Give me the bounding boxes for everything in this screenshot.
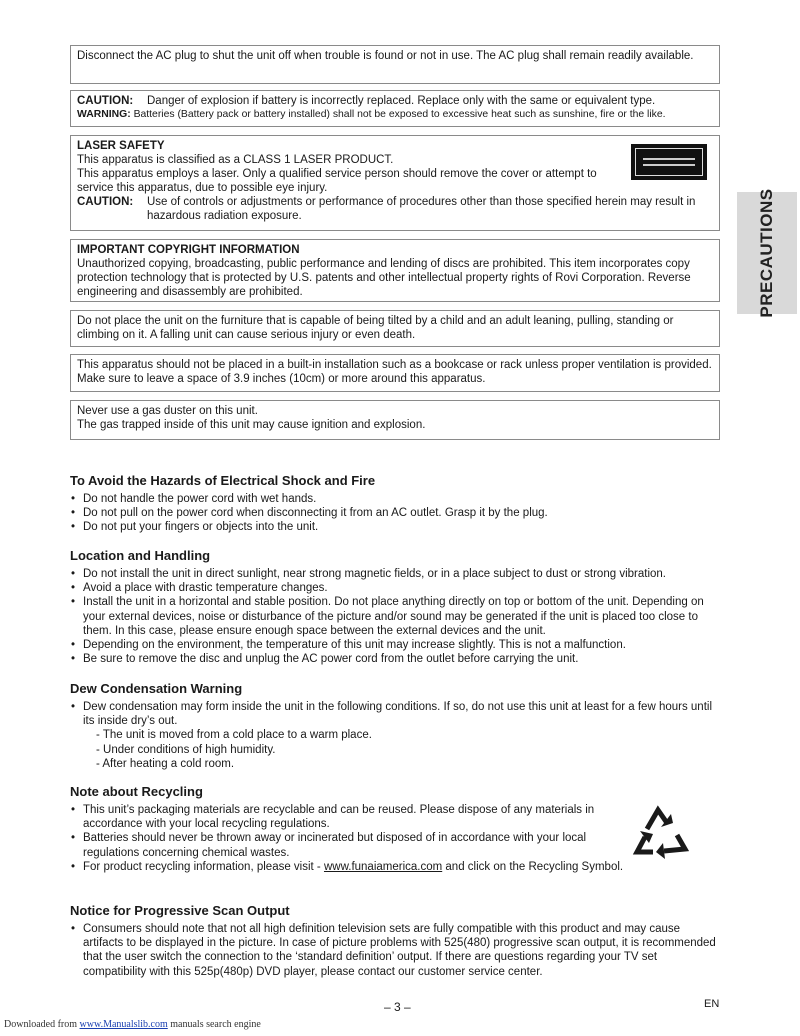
page-number: – 3 – xyxy=(384,1000,411,1014)
caution-label: CAUTION: xyxy=(77,95,134,107)
recycling-symbol-icon xyxy=(627,799,693,863)
list-item xyxy=(70,700,720,771)
class-1-laser-label-image xyxy=(631,144,707,180)
section-tab-label: PRECAUTIONS xyxy=(757,188,776,318)
list-item: • Do not install the unit in direct sunlight, near strong magnetic fields, or in a place subject to dust or strong vibration. xyxy=(70,567,720,581)
gas-line-1: Never use a gas duster on this unit. xyxy=(77,405,258,417)
copyright-text: Unauthorized copying, broadcasting, public performance and lending of discs are prohibited. This item incorporates copy protection technology that is protected by U.S. patents and other intellectual property rights of Rovi Corporation. Reverse engineering and disassembly are prohibited. xyxy=(77,258,691,298)
ac-plug-notice xyxy=(70,45,720,84)
ventilation-text: This apparatus should not be placed in a built-in installation such as a bookcase or rack unless proper ventilation is provided. Make sure to leave a space of 3.9 inches (10cm) or more around this apparatus. xyxy=(77,359,712,385)
section-heading: Note about Recycling xyxy=(70,784,203,799)
ac-plug-text: Disconnect the AC plug to shut the unit off when trouble is found or not in use. The AC plug shall remain readily available. xyxy=(77,50,694,62)
recycling-section xyxy=(70,784,720,874)
list-item: • Do not pull on the power cord when disconnecting it from an AC outlet. Grasp it by the plug. xyxy=(70,506,720,520)
location-handling-section xyxy=(70,548,720,666)
sub-item: - After heating a cold room. xyxy=(96,757,235,770)
list-item: • Consumers should note that not all high definition television sets are fully compatible with this product and may cause artifacts to be displayed in the picture. In case of picture problems with 525(480) progressive scan output, it is recommended that the user switch the connection to the ‘standard definition’ output. If there are questions regarding your TV set compatibility with this 525p(480p) DVD player, please contact our customer service center. xyxy=(70,922,720,979)
list-item: • Batteries should never be thrown away or incinerated but disposed of in accordance with your local regulations concerning chemical wastes. xyxy=(70,831,628,859)
footer-prefix: Downloaded from xyxy=(4,1019,80,1030)
dew-condensation-section xyxy=(70,681,720,771)
battery-caution xyxy=(77,94,713,108)
bullet-list xyxy=(70,567,720,666)
battery-warning xyxy=(77,108,713,122)
list-item: • Do not handle the power cord with wet hands. xyxy=(70,492,720,506)
list-item: • Install the unit in a horizontal and stable position. Do not place anything directly on top or bottom of the unit. Depending on your external devices, noise or disturbance of the picture and/or sound may be generated if the unit is placed too close to them. In this case, please ensure enough space between the external devices and the unit. xyxy=(70,595,720,638)
gas-duster-warning xyxy=(70,400,720,440)
list-item-text: Dew condensation may form inside the unit in the following conditions. If so, do not use this unit at least for a few hours until its inside dry’s out. xyxy=(83,701,713,728)
bullet-list xyxy=(70,492,720,535)
caution-label: CAUTION: xyxy=(77,196,134,208)
gas-line-2: The gas trapped inside of this unit may cause ignition and explosion. xyxy=(77,419,426,431)
funai-website-link[interactable]: www.funaiamerica.com xyxy=(323,860,443,873)
list-item: • This unit’s packaging materials are recyclable and can be reused. Please dispose of any materials in accordance with your local recycling regulations. xyxy=(70,803,628,831)
laser-service-line: This apparatus employs a laser. Only a qualified service person should remove the cover or attempt to service this apparatus, due to possible eye injury. xyxy=(77,168,597,194)
tilt-warning xyxy=(70,310,720,347)
sub-item: - Under conditions of high humidity. xyxy=(96,743,276,756)
laser-safety-notice xyxy=(70,135,720,231)
section-tab xyxy=(737,188,797,318)
section-heading: Notice for Progressive Scan Output xyxy=(70,903,290,918)
download-footer xyxy=(4,1019,261,1030)
progressive-scan-section xyxy=(70,903,720,979)
ventilation-notice xyxy=(70,354,720,392)
list-item-text: and click on the Recycling Symbol. xyxy=(442,860,624,873)
manualslib-link[interactable]: www.Manualslib.com xyxy=(79,1019,168,1030)
list-item: • Be sure to remove the disc and unplug the AC power cord from the outlet before carrying the unit. xyxy=(70,652,720,666)
laser-title: LASER SAFETY xyxy=(77,140,165,152)
section-heading: To Avoid the Hazards of Electrical Shock and Fire xyxy=(70,473,376,488)
bullet-list xyxy=(70,803,720,874)
list-item xyxy=(70,860,628,874)
warning-label: WARNING: xyxy=(77,109,131,120)
copyright-title: IMPORTANT COPYRIGHT INFORMATION xyxy=(77,244,300,256)
section-heading: Location and Handling xyxy=(70,548,211,563)
list-item-text: For product recycling information, please visit - xyxy=(83,860,324,873)
bullet-list xyxy=(70,700,720,771)
warning-text: Batteries (Battery pack or battery installed) shall not be exposed to excessive heat such as sunshine, fire or the like. xyxy=(133,109,666,120)
sub-item: - The unit is moved from a cold place to a warm place. xyxy=(96,729,372,742)
caution-text: Use of controls or adjustments or performance of procedures other than those specified herein may result in hazardous radiation exposure. xyxy=(147,196,696,222)
list-item: • Do not put your fingers or objects into the unit. xyxy=(70,520,720,534)
electrical-shock-section xyxy=(70,473,720,535)
bullet-list xyxy=(70,922,720,979)
tilt-text: Do not place the unit on the furniture that is capable of being tilted by a child and an adult leaning, pulling, standing or climbing on it. A falling unit can cause serious injury or even death. xyxy=(77,315,674,341)
caution-text: Danger of explosion if battery is incorrectly replaced. Replace only with the same or equivalent type. xyxy=(147,95,656,107)
battery-notice xyxy=(70,90,720,127)
laser-class-line: This apparatus is classified as a CLASS 1 LASER PRODUCT. xyxy=(77,154,394,166)
laser-caution xyxy=(77,195,713,223)
list-item: • Depending on the environment, the temperature of this unit may increase slightly. This is not a malfunction. xyxy=(70,638,720,652)
list-item: • Avoid a place with drastic temperature changes. xyxy=(70,581,720,595)
footer-suffix: manuals search engine xyxy=(167,1019,261,1030)
copyright-notice xyxy=(70,239,720,302)
language-code: EN xyxy=(704,998,720,1010)
section-heading: Dew Condensation Warning xyxy=(70,681,243,696)
